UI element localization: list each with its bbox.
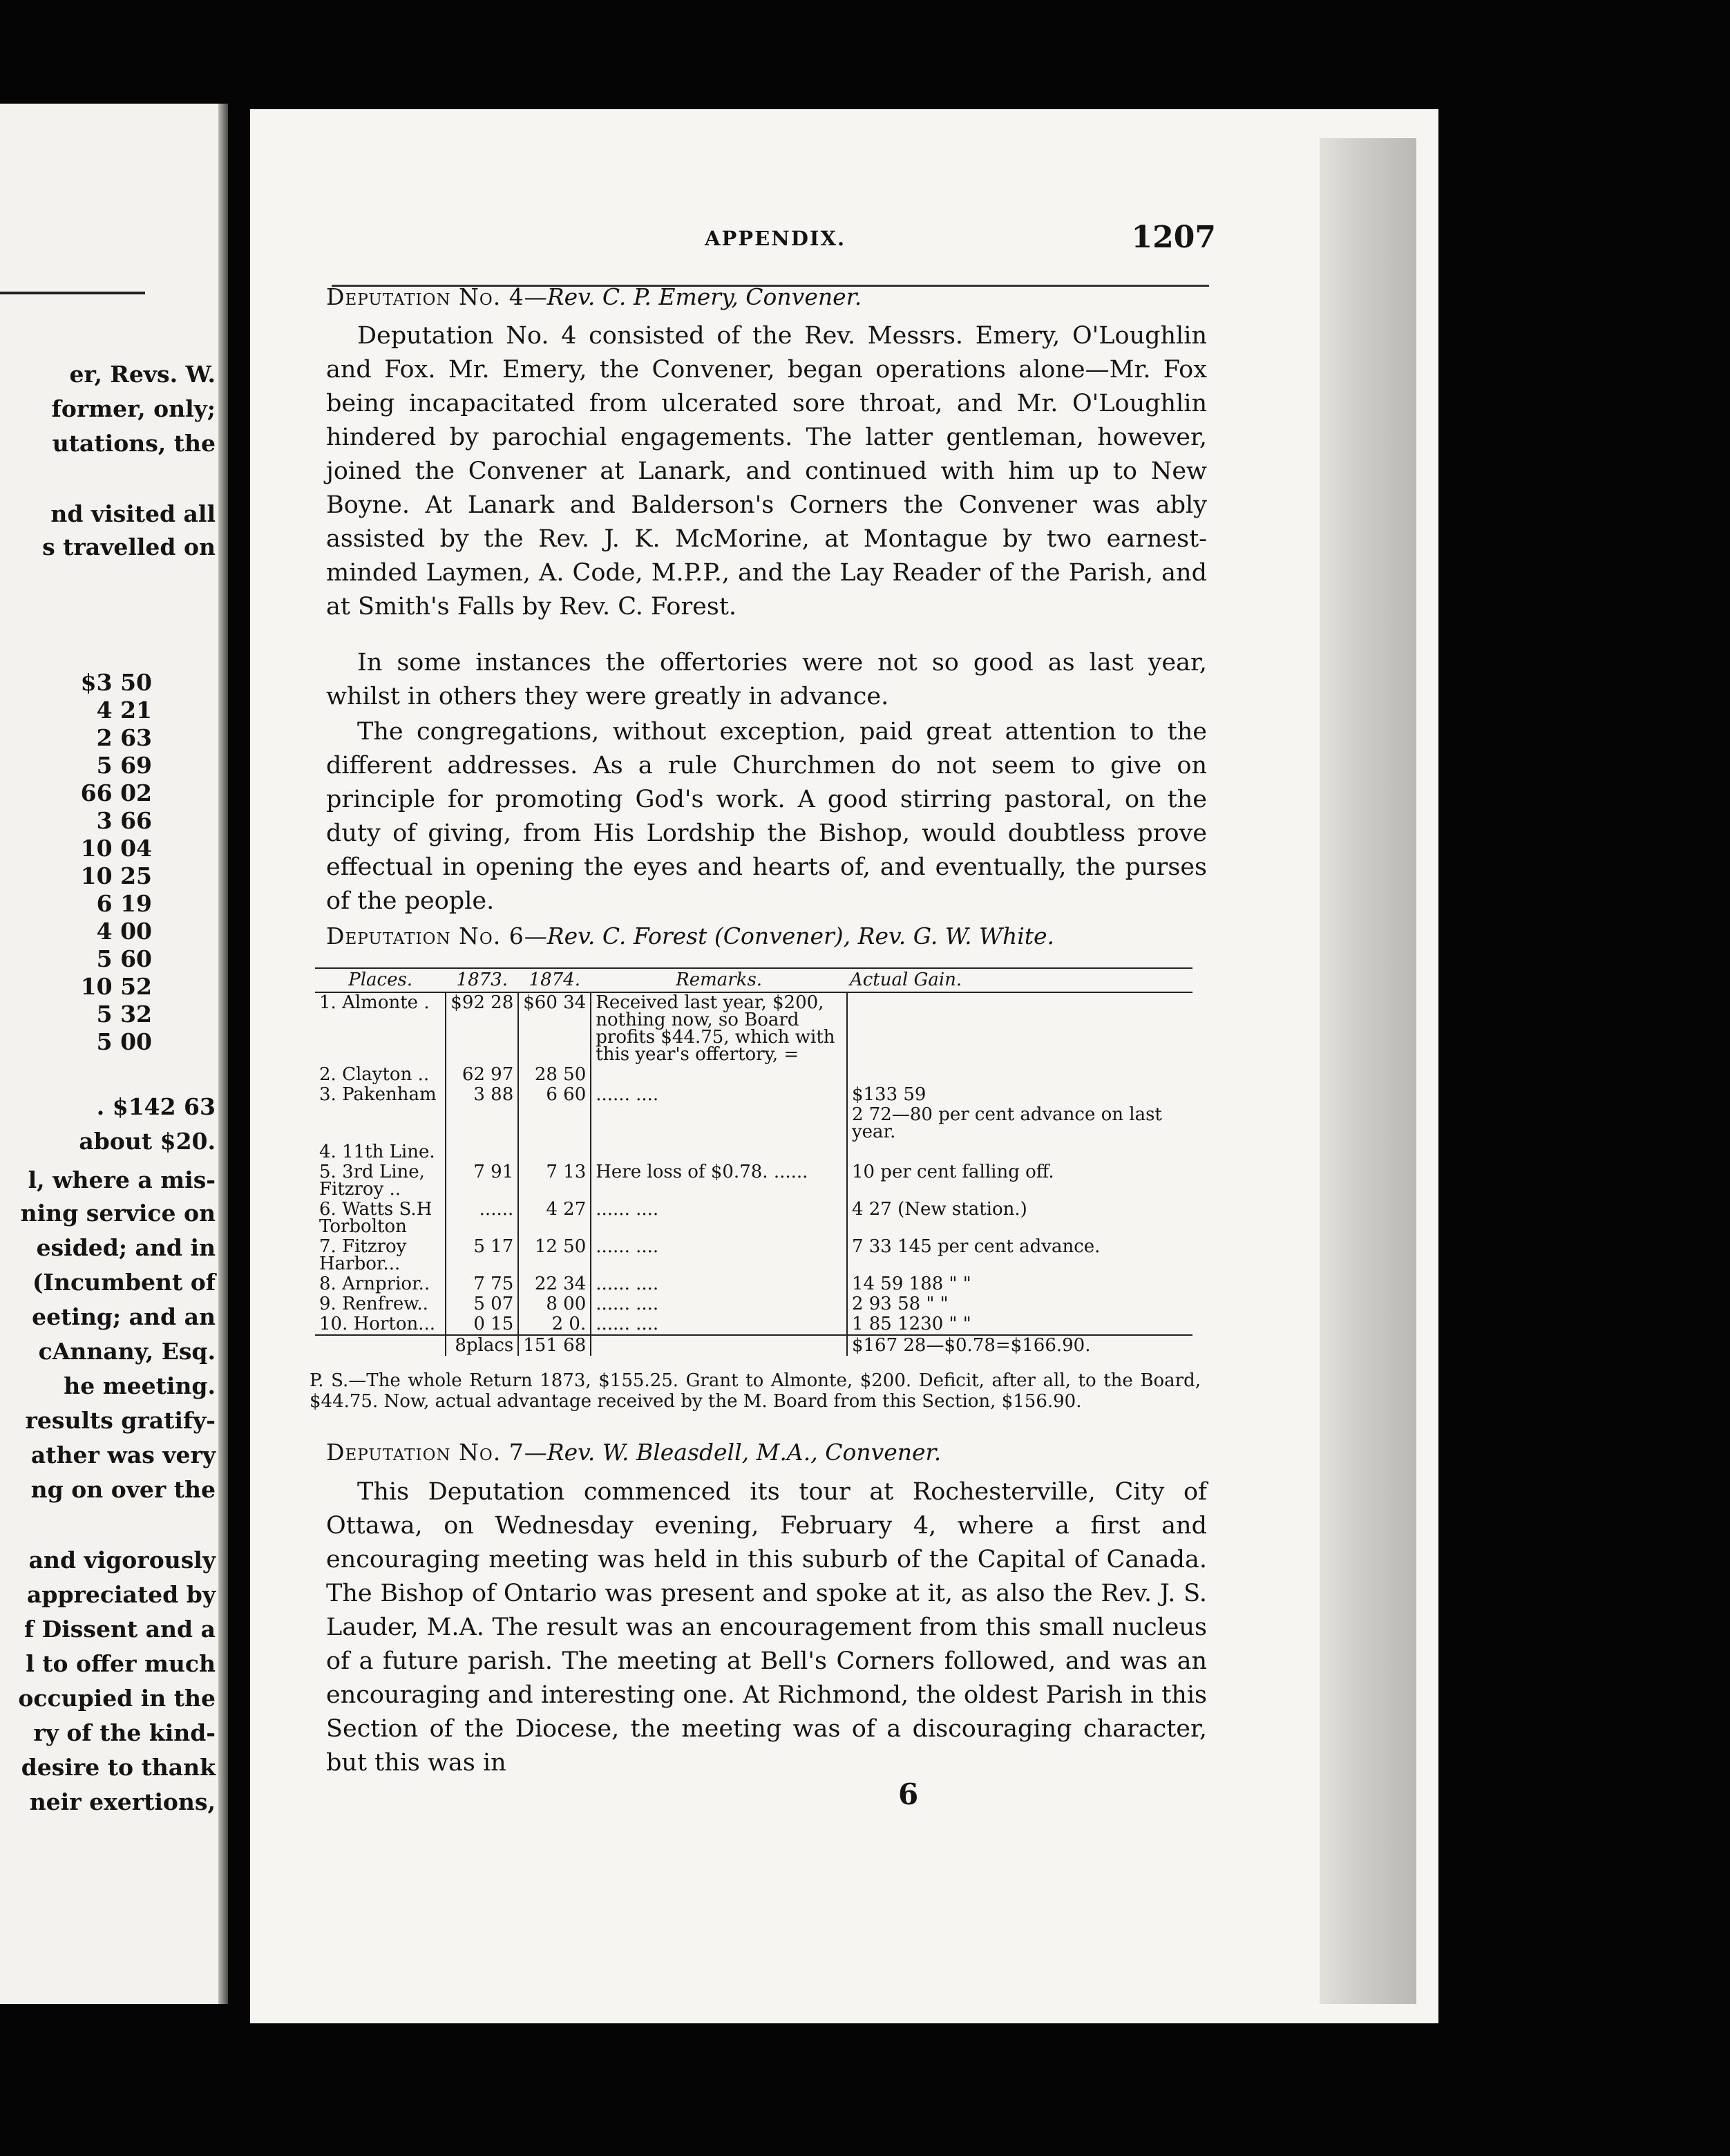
cell-place <box>315 1335 446 1356</box>
cell-gain: 4 27 (New station.) <box>851 1199 1027 1220</box>
table-row <box>315 1142 1192 1162</box>
cell-gain: 1 85 1230 " " <box>851 1314 971 1334</box>
cell-1873: 7 75 <box>446 1274 518 1294</box>
cell-place: 1. Almonte . <box>315 992 446 1065</box>
cell-gain: 14 59 188 " " <box>851 1274 971 1294</box>
left-page-line: esided; and in <box>36 1234 216 1261</box>
left-page-amount: 5 00 <box>96 1028 152 1055</box>
left-page-line: occupied in the <box>18 1685 216 1712</box>
cell-1873 <box>446 1105 518 1142</box>
deputation-7-label: Deputation No. 7 <box>326 1439 524 1466</box>
header-places: Places. <box>315 968 446 992</box>
left-page-amount: 6 19 <box>96 890 152 917</box>
cell-remarks: Received last year, $200, nothing now, so Board profits $44.75, which with this year's offertory, = <box>591 992 847 1065</box>
deputation-4-paragraph-2: In some instances the offertories were not so good as last year, whilst in others they were greatly in advance. <box>326 649 1207 710</box>
table-row <box>315 992 1192 1065</box>
page-edge <box>1320 138 1416 2004</box>
page-gutter <box>218 104 228 2004</box>
cell-1873: 5 17 <box>446 1237 518 1274</box>
deputation-4-paragraph-1: Deputation No. 4 consisted of the Rev. Messrs. Emery, O'Loughlin and Fox. Mr. Emery, the Convener, began operations alone—Mr. Fox being incapacitated from ulcerated sore throat, and Mr. O'Loughlin hindered by parochial engagements. The latter gentleman, however, joined the Convener at Lanark, and continued with him up to New Boyne. At Lanark and Balderson's Corners the Convener was ably assisted by the Rev. J. K. McMorine, at Montague by two earnest-minded Laymen, A. Code, M.P.P., and the Lay Reader of the Parish, and at Smith's Falls by Rev. C. Forest. <box>326 322 1207 621</box>
cell-1873: 62 97 <box>446 1065 518 1085</box>
left-page-line: neir exertions, <box>29 1788 216 1815</box>
left-page-line: about $20. <box>79 1128 216 1155</box>
table-header-row <box>315 968 1192 992</box>
cell-1874: 6 60 <box>518 1085 591 1105</box>
left-page-line: former, only; <box>51 395 216 422</box>
cell-remarks: ...... .... <box>591 1200 847 1237</box>
cell-1873: 3 88 <box>446 1085 518 1105</box>
left-page-line: l, where a mis- <box>28 1166 216 1193</box>
running-head <box>318 220 1216 261</box>
left-page-line: ng on over the <box>30 1476 216 1503</box>
cell-gain: 2 93 58 " " <box>851 1294 949 1314</box>
table-row <box>315 1065 1192 1085</box>
cell-gain: 10 per cent falling off. <box>851 1162 1054 1182</box>
cell-remarks: Here loss of $0.78. ...... <box>591 1162 847 1200</box>
cell-place: 2. Clayton .. <box>315 1065 446 1085</box>
cell-1874 <box>518 1142 591 1162</box>
cell-1873: 5 07 <box>446 1294 518 1314</box>
left-page-amount: 10 25 <box>80 862 152 889</box>
cell-remarks: ...... .... <box>591 1314 847 1335</box>
cell-place <box>315 1105 446 1142</box>
cell-place: 7. Fitzroy Harbor... <box>315 1237 446 1274</box>
left-page-line: desire to thank <box>21 1754 216 1781</box>
cell-1873 <box>446 1142 518 1162</box>
cell-remarks <box>591 1335 847 1356</box>
cell-1873: 7 91 <box>446 1162 518 1200</box>
left-page-rule <box>0 292 145 294</box>
deputation-7-paragraph-1: This Deputation commenced its tour at Rochesterville, City of Ottawa, on Wednesday evening, February 4, where a first and encouraging meeting was held in this suburb of the Capital of Canada. The Bishop of Ontario was present and spoke at it, as also the Rev. J. S. Lauder, M.A. The result was an encouragement from this small nucleus of a future parish. The meeting at Bell's Corners followed, and was an encouraging and interesting one. At Richmond, the oldest Parish in this Section of the Diocese, the meeting was of a discouraging character, but this was in <box>326 1478 1207 1777</box>
heading-dash: — <box>524 1439 547 1466</box>
cell-gain: 2 72—80 per cent advance on last year. <box>851 1104 1162 1142</box>
deputation-6-heading <box>326 923 1054 949</box>
left-page-line: cAnnany, Esq. <box>38 1338 216 1365</box>
cell-gain <box>847 1142 1192 1162</box>
left-page-line: eeting; and an <box>32 1303 216 1330</box>
returns-table <box>315 967 1192 1356</box>
cell-gain: 7 33 145 per cent advance. <box>851 1236 1101 1257</box>
cell-gain: $167 28—$0.78=$166.90. <box>847 1335 1192 1356</box>
header-1874: 1874. <box>518 968 591 992</box>
cell-1874: 22 34 <box>518 1274 591 1294</box>
left-page-line: nd visited all <box>50 500 216 527</box>
left-page-line: utations, the <box>52 430 216 457</box>
cell-remarks: ...... .... <box>591 1237 847 1274</box>
left-page-amount: 10 52 <box>80 973 152 1000</box>
cell-remarks: ...... .... <box>591 1274 847 1294</box>
heading-dash: — <box>524 283 547 310</box>
cell-1874: 28 50 <box>518 1065 591 1085</box>
deputation-4-paragraph-3: The congregations, without exception, paid great attention to the different addresses. As a rule Churchmen do not seem to give on principle for promoting God's work. A good stirring pastoral, on the duty of giving, from His Lordship the Bishop, would doubtless prove effectual in opening the eyes and hearts of, and eventually, the purses of the people. <box>326 718 1207 915</box>
table-total-row <box>315 1335 1192 1356</box>
left-page-amount: 66 02 <box>80 779 152 806</box>
cell-remarks: ...... .... <box>591 1294 847 1314</box>
left-page-amount: 5 60 <box>96 945 152 972</box>
cell-1874: 4 27 <box>518 1200 591 1237</box>
running-head-title: APPENDIX. <box>705 227 846 250</box>
left-page <box>0 104 228 2004</box>
left-page-amount: 4 21 <box>96 697 152 724</box>
table-row <box>315 1294 1192 1314</box>
left-page-line: he meeting. <box>64 1372 216 1399</box>
deputation-7-convener: Rev. W. Bleasdell, M.A., Convener. <box>546 1439 942 1466</box>
cell-place: 10. Horton... <box>315 1314 446 1335</box>
left-page-line: ather was very <box>30 1441 216 1468</box>
left-page-line: ry of the kind- <box>33 1719 216 1746</box>
left-page-amount: 2 63 <box>96 724 152 751</box>
table-row <box>315 1200 1192 1237</box>
cell-gain: $133 59 <box>851 1084 926 1105</box>
cell-place: 6. Watts S.H Torbolton <box>315 1200 446 1237</box>
table-row <box>315 1085 1192 1105</box>
left-page-line: (Incumbent of <box>32 1269 216 1296</box>
left-page-amount: 5 69 <box>96 752 152 779</box>
deputation-7-heading <box>326 1439 941 1466</box>
deputation-4-heading <box>326 283 862 310</box>
postscript: P. S.—The whole Return 1873, $155.25. Grant to Almonte, $200. Deficit, after all, to the Board, $44.75. Now, actual advantage received by the M. Board from this Section, $156.90. <box>310 1370 1201 1412</box>
cell-place: 8. Arnprior.. <box>315 1274 446 1294</box>
left-page-amount: 3 66 <box>96 807 152 834</box>
cell-1873: $92 28 <box>446 992 518 1065</box>
left-page-amount: $3 50 <box>80 669 152 696</box>
cell-place: 3. Pakenham <box>315 1085 446 1105</box>
signature-mark: 6 <box>898 1777 919 1811</box>
cell-1873: 8placs <box>446 1335 518 1356</box>
cell-place: 4. 11th Line. <box>315 1142 446 1162</box>
left-page-line: ning service on <box>20 1200 216 1227</box>
cell-1874: 12 50 <box>518 1237 591 1274</box>
table-row <box>315 1237 1192 1274</box>
cell-1873: 0 15 <box>446 1314 518 1335</box>
deputation-6-conveners: Rev. C. Forest (Convener), Rev. G. W. White. <box>546 923 1055 949</box>
deputation-4-label: Deputation No. 4 <box>326 283 524 310</box>
deputation-6-label: Deputation No. 6 <box>326 923 524 949</box>
cell-place: 5. 3rd Line, Fitzroy .. <box>315 1162 446 1200</box>
cell-remarks: ...... .... <box>591 1085 847 1105</box>
left-page-line: results gratify- <box>25 1407 216 1434</box>
cell-place: 9. Renfrew.. <box>315 1294 446 1314</box>
left-page-amount: 4 00 <box>96 918 152 945</box>
cell-remarks <box>591 1142 847 1162</box>
header-remarks: Remarks. <box>591 968 847 992</box>
left-page-line: f Dissent and a <box>23 1616 216 1643</box>
cell-1874: $60 34 <box>518 992 591 1065</box>
deputation-4-convener: Rev. C. P. Emery, Convener. <box>546 283 862 310</box>
heading-dash: — <box>524 923 547 949</box>
page-number: 1207 <box>1131 220 1216 255</box>
cell-remarks <box>591 1065 847 1085</box>
table-row <box>315 1274 1192 1294</box>
cell-remarks <box>591 1105 847 1142</box>
left-page-line: l to offer much <box>26 1650 216 1677</box>
cell-gain <box>847 992 1192 1065</box>
left-page-line: and vigorously <box>28 1547 216 1573</box>
cell-1874: 7 13 <box>518 1162 591 1200</box>
table-row <box>315 1314 1192 1335</box>
left-page-line: er, Revs. W. <box>69 361 216 388</box>
cell-gain <box>847 1065 1192 1085</box>
left-page-amount: 5 32 <box>96 1001 152 1028</box>
left-page-line: . $142 63 <box>96 1093 216 1120</box>
left-page-line: s travelled on <box>42 533 216 560</box>
header-actual-gain: Actual Gain. <box>847 968 1192 992</box>
left-page-amount: 10 04 <box>80 835 152 862</box>
cell-1874 <box>518 1105 591 1142</box>
cell-1874: 8 00 <box>518 1294 591 1314</box>
left-page-line: appreciated by <box>27 1581 216 1608</box>
header-1873: 1873. <box>446 968 518 992</box>
returns-table-body <box>315 992 1192 1356</box>
table-row <box>315 1162 1192 1200</box>
cell-1874: 151 68 <box>518 1335 591 1356</box>
table-row <box>315 1105 1192 1142</box>
cell-1874: 2 0. <box>518 1314 591 1335</box>
cell-1873: ...... <box>446 1200 518 1237</box>
